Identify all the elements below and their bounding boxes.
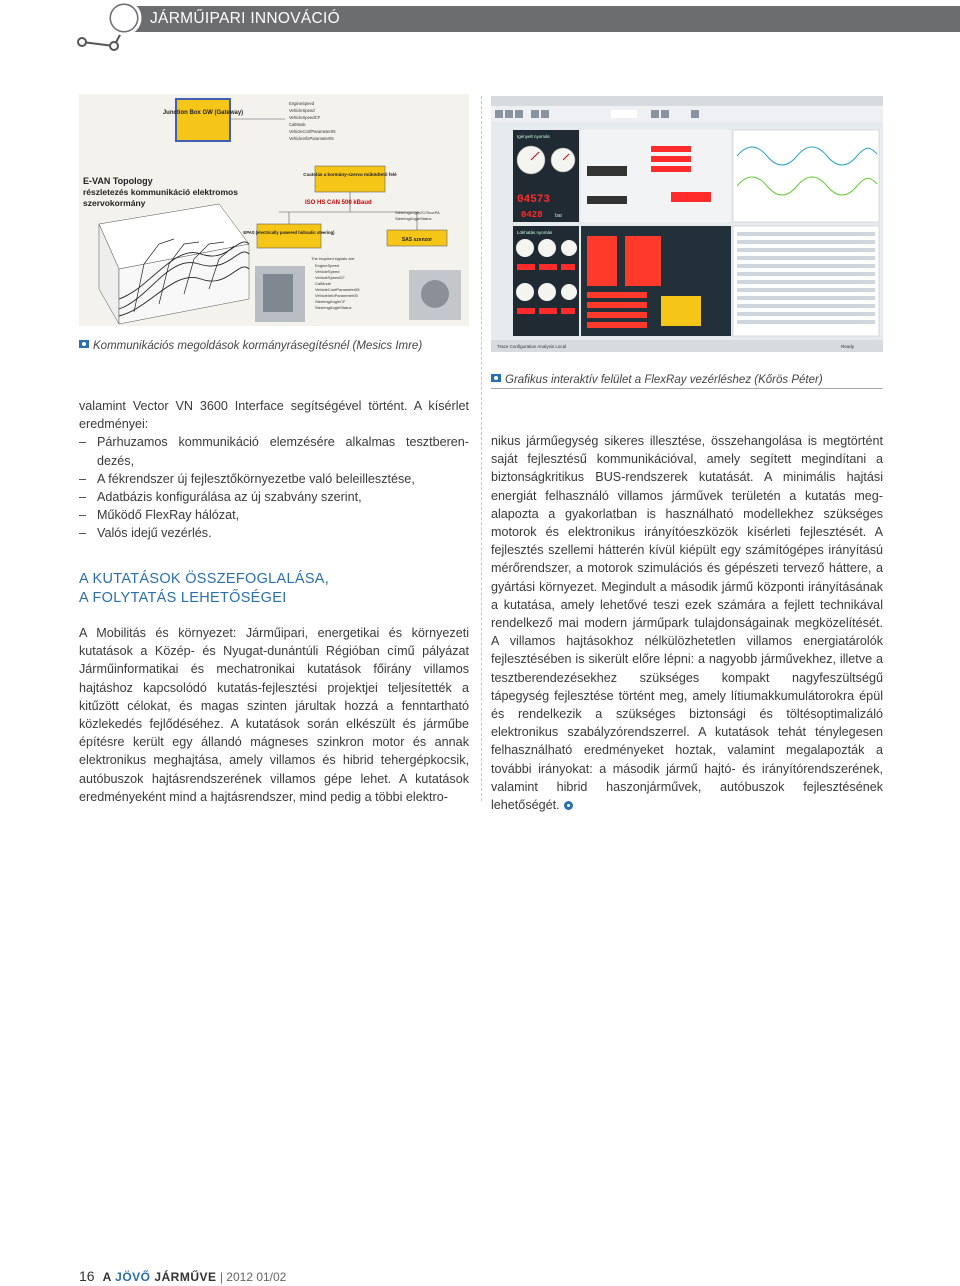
heading-line-1: A KUTATÁSOK ÖSSZEFOGLALÁSA, [79, 571, 330, 587]
magazine-name-a: A [102, 1270, 116, 1284]
signal-top-5: VehicleInfoParameter05 [289, 136, 334, 141]
issue-number: | 2012 01/02 [216, 1270, 287, 1284]
caption-camera-icon [79, 340, 89, 348]
gui-tabs: Trace Configuration Analysis Local [497, 344, 567, 349]
page-footer [79, 1268, 286, 1284]
magazine-name [103, 1270, 217, 1284]
result-item: – Valós idejű vezérlés. [79, 524, 469, 542]
heading-line-2: A FOLYTATÁS LEHETŐSÉGEI [79, 590, 287, 606]
result-item: – Párhuzamos kommunikáció elemzésére alkalmas tesztberendezés, [79, 433, 469, 469]
signal-top-1: VehicleSpeed [289, 108, 315, 113]
signal-right-0: SteeringAngle2C/SrcePA [395, 210, 440, 215]
signal-mid-title: The required signals are: [311, 256, 356, 261]
left-body-text [79, 624, 469, 806]
result-item: – Működő FlexRay hálózat, [79, 506, 469, 524]
left-column-text [79, 397, 469, 543]
right-body-paragraph: nikus járműegység sikeres illesztése, összehangolása is megtörtént saját fejlesztésű kommunikációval, amely segített megindítani a biztonságkritikus BUS-rendszerek kutatását. A minimális hajtási energiát felhasználó villamos járművek területén a kutatás megalapozta a gyakorlatban is használható modellekhez szükséges motorok és elektronikus irányítóeszközök kísérleti fejlesztését. A fejlesztés szellemi hátterén kívül kiépült egy számítógépes irányítású mérőrendszer, a motorok szimulációs és gépészeti tervező háttere, a gyártási környezet. Megindult a második jármű központi irányításának a kutatása, amely lehetővé teszi ezek számára a fejlett technikával rendelkező mai modern járműpark tulajdonságainak megközelítését. A villamos hajtásokhoz nélkülözhetetlen villamos energiatárolók fejlesztésében is sikerült előre lépni: a nagyobb járművekhez, illetve a tesztberendezésekhez szükséges kompakt nagyfeszültségű tápegység fejlesztése történt meg, amely lítiumakkumulátorokra épül és rendelkezik a szükséges biztonsági és töltésoptimalizáló elektronikus szabályzórendszerrel. A kutatások tehát ténylegesen felhasználható eredményeket hoztak, valamint megalapozták a további irányokat: a második jármű hajtó- és irányítórendszerének, valamint hibrid haszonjárművek, autóbuszok fejlesztésének lehetőségét. [491, 434, 883, 813]
end-mark-icon [564, 801, 573, 810]
signal-top-3: CalMode [289, 122, 306, 127]
page-number: 16 [79, 1268, 95, 1284]
diagram-title-2: részletezés kommunikáció elektromos [83, 187, 238, 197]
signal-mid-6: SteeringAngleCF [315, 299, 346, 304]
gui-panel-2-title: Lökhatás nyomás [517, 230, 553, 235]
gui-panel-title: Igényelt nyomás [517, 134, 550, 139]
result-item: – Adatbázis konfigurálása az új szabvány szerint, [79, 488, 469, 506]
section-heading [79, 570, 469, 608]
gui-digits-1: 04573 [517, 194, 551, 206]
magazine-name-b: JÖVŐ [115, 1270, 151, 1284]
signal-mid-1: VehicleSpeed [315, 269, 340, 274]
intro-paragraph: valamint Vector VN 3600 Interface segítségével történt. A kísérlet eredményei: [79, 399, 469, 432]
caption-camera-icon [491, 374, 501, 382]
signal-top-2: VehicleSpeedCF [289, 115, 321, 120]
column-separator [481, 96, 482, 801]
signal-mid-4: VehicleConfParameter05 [315, 287, 360, 292]
gui-status: Ready [841, 344, 855, 349]
diagram-title-1: E-VAN Topology [83, 176, 153, 186]
signal-right-1: SteeringAngleStatus [395, 216, 432, 221]
signal-mid-5: VehicleInfoParameter05 [315, 293, 358, 298]
left-figure-caption [79, 340, 422, 352]
signal-mid-2: VehicleSpeedCF [315, 275, 345, 280]
header-logo-icon [72, 0, 152, 56]
gui-digits-unit: bar [555, 213, 563, 219]
left-caption-text: Kommunikációs megoldások kormányrásegítésnél (Mesics Imre) [93, 340, 423, 352]
left-body-paragraph: A Mobilitás és környezet: Járműipari, energetikai és környezeti kutatások a Közép- és Nyugat-dunántúli Régióban című pályázat Járműinformatikai és mechatronikai kutatások főirány villamos hajtáshoz kapcsolódó kutatás-fejlesztési projektjei teljesítették a kitűzött célokat, és magas szinten járultak hozzá a fenntartható közlekedés fejlődéséhez. A kutatások során elkészült és járműbe építésre került egy állandó mágneses szinkron motor és annak elektronikus meghajtása, amely villamos és hibrid tehergépkocsik, autóbuszok hajtásrendszerének villamos gépe lehet. A kutatások eredményeként mind a hajtásrendszer, mind pedig a többi elektro- [79, 626, 469, 804]
iso-can-label: ISO HS CAN 500 kBaud [305, 200, 372, 206]
signal-mid-7: SteeringAngleStatus [315, 305, 352, 310]
flexray-gui-screenshot [491, 96, 883, 352]
result-item: – A fékrendszer új fejlesztőkörnyezetbe való beleillesztése, [79, 470, 469, 488]
evan-topology-diagram [79, 94, 469, 326]
figure-evan-topology [79, 94, 469, 326]
magazine-name-c: JÁRMŰVE [150, 1270, 217, 1284]
junction-box-label: Junction Box GW (Gateway) [162, 110, 244, 116]
figure-flexray-gui [491, 96, 883, 352]
signal-top-4: VehicleConfParameter05 [289, 129, 336, 134]
signal-top-0: EngineSpeed [289, 101, 315, 106]
gui-digits-2: 0428 [521, 210, 543, 220]
signal-mid-3: CalMode [315, 281, 332, 286]
epas-box-label: EPAS (electrically powered hidraulic steering) [243, 230, 335, 235]
right-figure-caption [491, 374, 823, 386]
right-caption-text: Grafikus interaktív felület a FlexRay vezérléshez (Kőrös Péter) [505, 374, 823, 386]
caption-rule [491, 388, 883, 389]
right-column-text [491, 432, 883, 814]
signal-mid-0: EngineSpeed [315, 263, 340, 268]
diagram-title-3: szervokormány [83, 198, 146, 208]
center-box-label: Csatolás a kormány-szervo működtető felé [303, 172, 397, 177]
sas-box-label: SAS szenzor [401, 237, 433, 243]
section-title: JÁRMŰIPARI INNOVÁCIÓ [150, 10, 341, 27]
